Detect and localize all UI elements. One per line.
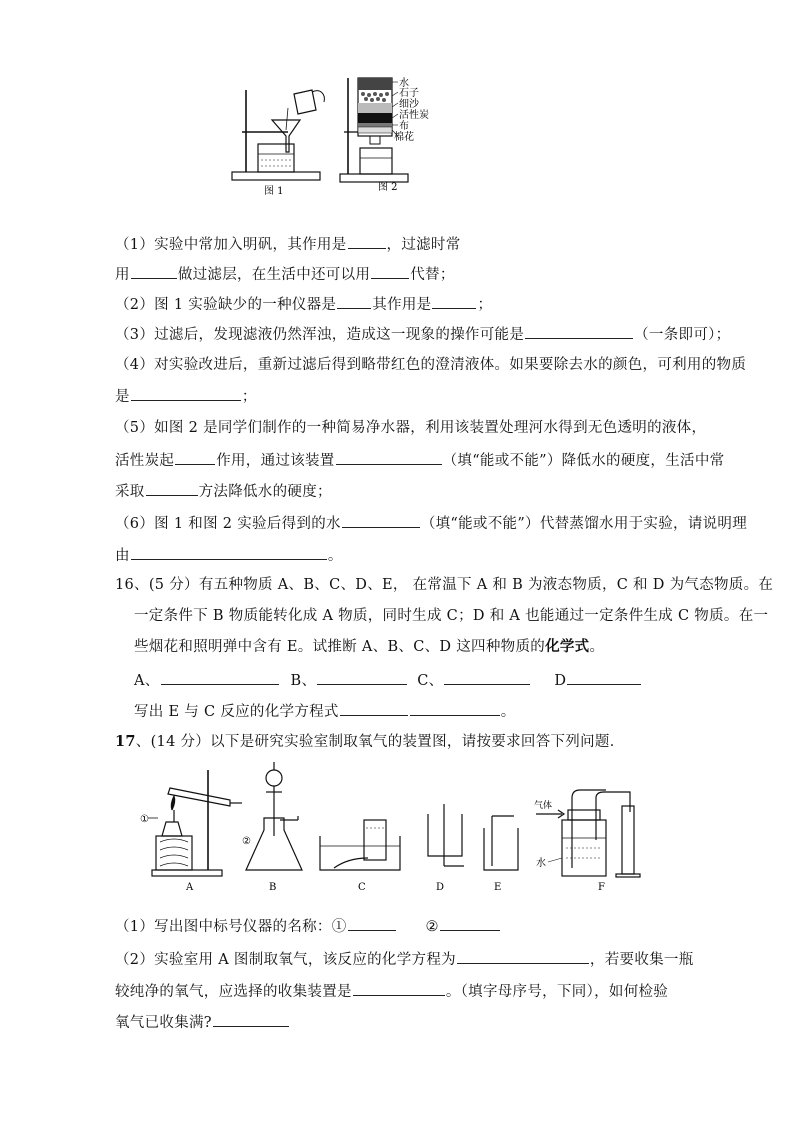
q15-blank-filter-layer[interactable] (131, 264, 177, 279)
q15-blank-alum[interactable] (348, 234, 386, 249)
apparatus-A (148, 770, 242, 876)
apparatus-E-label: E (494, 882, 502, 893)
q15-blank-carbon-role[interactable] (175, 450, 215, 465)
q16-equation: 写出 E 与 C 反应的化学方程式 。 (134, 701, 516, 721)
q17-blank-instrument-1[interactable] (348, 916, 396, 931)
fig2-label-sand: 细沙 (399, 99, 419, 110)
q17-heading: 17、(14 分）以下是研究实验室制取氧气的装置图，请按要求回答下列问题． (115, 733, 625, 750)
figure-2-water-purifier (336, 72, 446, 196)
q15-blank-reason[interactable] (131, 545, 327, 560)
q17-part2-line3: 氧气已收集满? (115, 1012, 290, 1032)
q15-part6-line2: 由 。 (115, 545, 343, 565)
apparatus-F-label: F (598, 882, 605, 893)
fig2-label-carbon: 活性炭 (399, 110, 429, 121)
q17-blank-collect-device[interactable] (353, 981, 445, 996)
q17-blank-instrument-2[interactable] (440, 916, 500, 931)
apparatus-D-label: D (436, 882, 445, 893)
q15-blank-missing-instrument[interactable] (337, 294, 371, 309)
q16-blank-equation-1[interactable] (340, 701, 408, 716)
q15-part6-line1: （6）图 1 和图 2 实验后得到的水 （填“能或不能”）代替蒸馏水用于实验，请说明理 (115, 513, 747, 533)
q15-blank-can-soften[interactable] (336, 450, 442, 465)
q16-blank-equation-2[interactable] (410, 701, 500, 716)
q15-part4-line1: （4）对实验改进后，重新过滤后得到略带红色的澄清液体。如果要除去水的颜色，可利用的物质 (115, 357, 747, 373)
q15-part4-line2: 是 ； (115, 386, 257, 406)
q15-blank-decolor-substance[interactable] (131, 386, 241, 401)
apparatus-F-water-label: 水 (536, 858, 546, 869)
q17-part2-line2: 较纯净的氧气，应选择的收集装置是 。（填字母序号，下同），如何检验 (115, 981, 668, 1001)
q16-line3: 些烟花和照明弹中含有 E。试推断 A、B、C、D 这四种物质的化学式。 (134, 638, 605, 655)
fig2-label-cloth: 布 (399, 121, 409, 132)
q17-blank-equation[interactable] (457, 949, 589, 964)
figure-1-filtration (228, 80, 328, 198)
fig2-label-water: 水 (399, 78, 409, 89)
q15-part3: （3）过滤后，发现滤液仍然浑浊，造成这一现象的操作可能是 （一条即可）； (115, 324, 730, 344)
apparatus-A-mark-1: ① (140, 814, 149, 825)
q15-blank-instrument-role[interactable] (432, 294, 476, 309)
q15-blank-replace-distilled[interactable] (342, 513, 420, 528)
apparatus-C (320, 820, 400, 870)
fig2-label-stones: 石子 (399, 88, 419, 99)
apparatus-F-gas-label: 气体 (534, 801, 553, 811)
q16-blank-A[interactable] (161, 670, 279, 685)
q17-part2-line1: （2）实验室用 A 图制取氧气，该反应的化学方程为 ，若要收集一瓶 (115, 949, 694, 969)
q15-part1-line2: 用 做过滤层，在生活中还可以用 代替； (115, 264, 455, 284)
fig2-label-cotton: 棉花 (394, 132, 414, 143)
apparatus-B (246, 762, 302, 870)
oxygen-apparatus-figure (138, 758, 648, 896)
q16-blank-C[interactable] (444, 670, 530, 685)
q17-blank-check-full[interactable] (213, 1012, 289, 1027)
q15-part2: （2）图 1 实验缺少的一种仪器是 其作用是 ； (115, 294, 492, 314)
q17-part1: （1）写出图中标号仪器的名称：① ② (115, 916, 501, 936)
q15-blank-soften-method[interactable] (146, 481, 198, 496)
apparatus-A-label: A (186, 882, 194, 893)
apparatus-C-label: C (358, 882, 366, 893)
q15-part5-line3: 采取 方法降低水的硬度； (115, 481, 332, 501)
q15-blank-substitute[interactable] (371, 264, 409, 279)
q16-answers: A、 B、 C、 D (134, 670, 642, 690)
apparatus-E (484, 816, 518, 870)
figure-2-caption: 图 2 (378, 182, 398, 193)
apparatus-B-label: B (269, 882, 277, 893)
apparatus-B-mark-2: ② (242, 836, 251, 847)
q16-line1: 16、(5 分）有五种物质 A、B、C、D、E， 在常温下 A 和 B 为液态物质，C 和 D 为气态物质。在 (115, 577, 774, 593)
q15-part1-line1: （1）实验中常加入明矾，其作用是 ，过滤时常 (115, 234, 461, 254)
q16-blank-D[interactable] (567, 670, 641, 685)
q16-blank-B[interactable] (317, 670, 407, 685)
apparatus-D (428, 804, 464, 866)
q15-blank-turbid-cause[interactable] (525, 324, 633, 339)
figure-1-caption: 图 1 (264, 186, 284, 197)
q15-part5-line1: （5）如图 2 是同学们制作的一种简易净水器，利用该装置处理河水得到无色透明的液体， (115, 420, 707, 436)
q15-part5-line2: 活性炭起 作用，通过该装置 （填“能或不能”）降低水的硬度，生活中常 (115, 450, 724, 470)
q16-line2: 一定条件下 B 物质能转化成 A 物质，同时生成 C；D 和 A 也能通过一定条件生成 C 物质。在一 (134, 608, 769, 624)
